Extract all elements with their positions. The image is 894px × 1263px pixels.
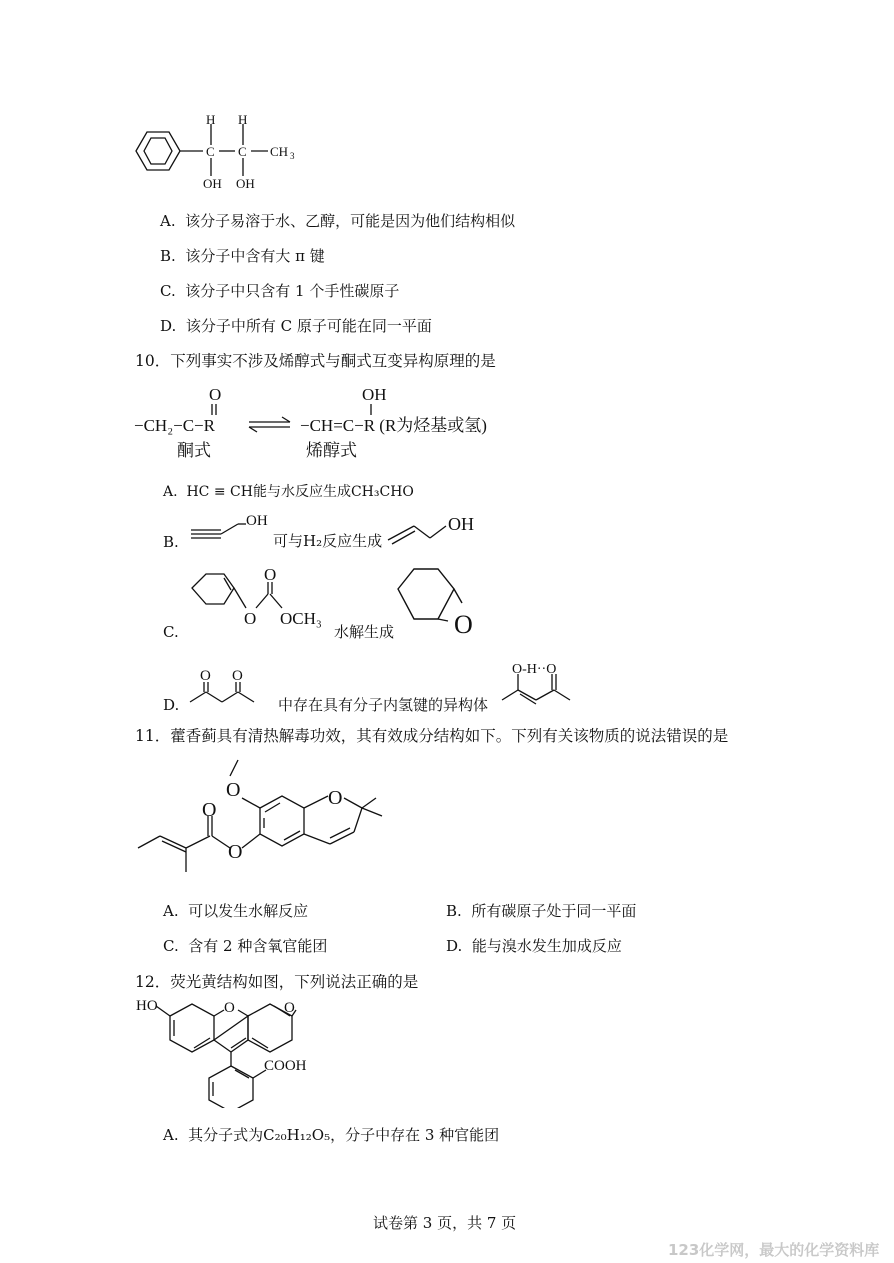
q10-enol-form: −CH=C−R (R为烃基或氢)	[300, 416, 487, 435]
q12-cooh: COOH	[264, 1058, 307, 1074]
q12-o-ring: O	[224, 1000, 235, 1016]
q10-enol-label: 烯醇式	[306, 441, 357, 460]
q11-o-ring: O	[328, 787, 343, 809]
q10-b-oh1: OH	[246, 513, 268, 529]
q11-option-a[interactable]: A. 可以发生水解反应	[163, 902, 309, 920]
q10-c-o3: O	[454, 610, 473, 639]
q11-o-carbonyl: O	[202, 799, 217, 821]
q11-option-c[interactable]: C. 含有 2 种含氧官能团	[163, 937, 328, 955]
q9-c2: C	[238, 144, 247, 159]
q11-o-ester: O	[228, 841, 243, 863]
q10-d-enol-hbond	[496, 650, 596, 710]
q10-oh-top: OH	[362, 385, 387, 404]
watermark: 123化学网，最大的化学资料库	[668, 1241, 880, 1259]
q11-option-b[interactable]: B. 所有碳原子处于同一平面	[446, 902, 637, 920]
q12-structure	[134, 996, 314, 1108]
q10-c-och3: OCH₃	[280, 609, 322, 628]
q10-d-hbond-label: O-H··O	[512, 662, 557, 677]
q10-d-o1: O	[200, 668, 211, 684]
q10-b-oh2: OH	[448, 514, 474, 534]
q9-oh2: OH	[236, 176, 255, 191]
q10-d-acetylacetone	[186, 664, 282, 712]
q9-option-a[interactable]: A. 该分子易溶于水、乙醇，可能是因为他们结构相似	[160, 212, 516, 230]
q10-option-b-key[interactable]: B.	[163, 533, 179, 551]
page-footer: 试卷第 3 页，共 7 页	[373, 1214, 517, 1232]
q9-c1: C	[206, 144, 215, 159]
q11-o-methoxy: O	[226, 779, 241, 801]
q10-option-c-key[interactable]: C.	[163, 623, 179, 641]
q10-option-a[interactable]: A. HC ≡ CH能与水反应生成CH₃CHO	[163, 484, 414, 500]
q10-c-text: 水解生成	[334, 623, 395, 641]
q10-c-o2: O	[264, 566, 277, 584]
q9-oh1: OH	[203, 176, 222, 191]
q11-option-d[interactable]: D. 能与溴水发生加成反应	[446, 937, 622, 955]
q11-stem: 11．藿香蓟具有清热解毒功效，其有效成分结构如下。下列有关该物质的说法错误的是	[135, 727, 729, 745]
q10-option-d-key[interactable]: D.	[163, 696, 180, 714]
q10-keto-label: 酮式	[177, 441, 211, 460]
q12-ho: HO	[136, 998, 158, 1014]
q10-c-o1: O	[244, 609, 257, 628]
q9-structure	[130, 112, 310, 196]
q9-option-c[interactable]: C. 该分子中只含有 1 个手性碳原子	[160, 282, 400, 300]
q10-keto-form: −CH₂−C−R	[134, 416, 215, 435]
q12-option-a[interactable]: A. 其分子式为C₂₀H₁₂O₅，分子中存在 3 种官能团	[163, 1126, 500, 1144]
q11-structure	[130, 756, 400, 886]
q10-equilibrium	[130, 382, 530, 462]
q9-ch3-sub: 3	[290, 151, 295, 161]
q10-c-cyclohexanone	[392, 563, 492, 639]
q9-option-b[interactable]: B. 该分子中含有大 π 键	[160, 247, 325, 265]
q10-c-carbonate	[186, 566, 336, 638]
q10-stem: 10．下列事实不涉及烯醇式与酮式互变异构原理的是	[135, 352, 496, 370]
q10-b-propargyl-alcohol	[188, 508, 273, 546]
q9-h1: H	[206, 112, 216, 127]
q9-option-d[interactable]: D. 该分子中所有 C 原子可能在同一平面	[160, 317, 432, 335]
q10-b-allyl-alcohol	[384, 510, 484, 548]
q12-stem: 12．荧光黄结构如图，下列说法正确的是	[135, 973, 419, 991]
q10-d-o2: O	[232, 668, 243, 684]
q10-b-text: 可与H₂反应生成	[273, 532, 383, 550]
q10-o-top: O	[209, 385, 222, 404]
q12-o-keto: O	[284, 1000, 295, 1016]
q10-d-text: 中存在具有分子内氢键的异构体	[278, 696, 489, 714]
q9-ch3: CH	[270, 144, 289, 159]
q9-h2: H	[238, 112, 248, 127]
